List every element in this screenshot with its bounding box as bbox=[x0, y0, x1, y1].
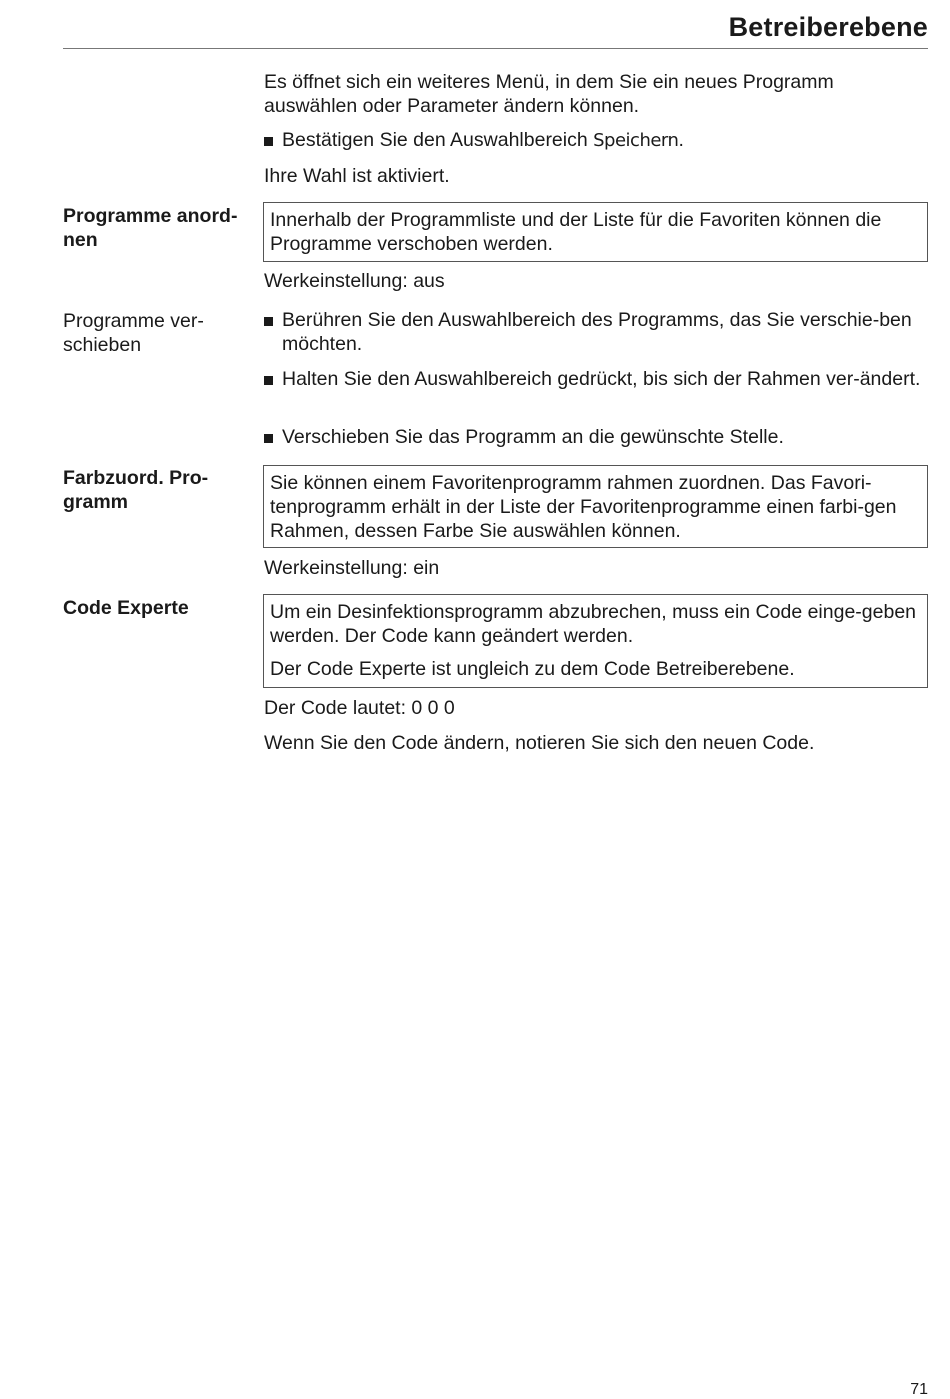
info-box-text: Innerhalb der Programmliste und der Liste für die Favoriten können die Programme verschoben werden. bbox=[270, 209, 882, 255]
step-bullet bbox=[264, 368, 928, 392]
display-term-speichern: Speichern bbox=[593, 130, 679, 151]
step-text: Berühren Sie den Auswahlbereich des Programms, das Sie verschie-ben möchten. bbox=[282, 309, 912, 355]
step-bullet bbox=[264, 426, 928, 450]
page-number: 71 bbox=[910, 1381, 928, 1398]
side-heading-farbzuordnung bbox=[63, 466, 255, 514]
side-heading-programme-anordnen bbox=[63, 204, 255, 252]
code-change-note: Wenn Sie den Code ändern, notieren Sie sich den neuen Code. bbox=[264, 732, 815, 754]
code-value-line: Der Code lautet: 0 0 0 bbox=[264, 697, 455, 719]
info-box-text: Sie können einem Favoritenprogramm rahmen zuordnen. Das Favori-tenprogramm erhält in der Liste der Favoritenprogramme einen farbi-gen Rahmen, dessen Farbe Sie auswählen können. bbox=[270, 472, 897, 542]
side-heading-line: Programme anord- bbox=[63, 205, 238, 227]
intro-result: Ihre Wahl ist aktiviert. bbox=[264, 165, 450, 187]
step-text: Verschieben Sie das Programm an die gewünschte Stelle. bbox=[282, 426, 784, 448]
info-box-farbzuordnung bbox=[263, 465, 928, 548]
side-heading-programme-verschieben bbox=[63, 309, 255, 357]
bullet-square-icon bbox=[264, 317, 273, 326]
bullet-square-icon bbox=[264, 137, 273, 146]
step-bullet bbox=[264, 309, 928, 356]
side-heading-line: nen bbox=[63, 229, 98, 251]
header-divider bbox=[63, 48, 928, 49]
info-box-text: Der Code Experte ist ungleich zu dem Code Betreiberebene. bbox=[270, 658, 795, 680]
step-text: Halten Sie den Auswahlbereich gedrückt, bis sich der Rahmen ver-ändert. bbox=[282, 368, 921, 390]
info-box-programme-anordnen bbox=[263, 202, 928, 262]
intro-bullet-suffix: . bbox=[678, 129, 684, 151]
intro-paragraph: Es öffnet sich ein weiteres Menü, in dem Sie ein neues Programm auswählen oder Parameter ändern können. bbox=[264, 71, 834, 117]
factory-setting-ein: Werkeinstellung: ein bbox=[264, 557, 440, 579]
info-box-code-experte bbox=[263, 594, 928, 688]
factory-setting-aus: Werkeinstellung: aus bbox=[264, 270, 445, 292]
intro-bullet bbox=[264, 129, 928, 153]
info-box-text: Um ein Desinfektionsprogramm abzubrechen, muss ein Code einge-geben werden. Der Code kann geändert werden. bbox=[270, 601, 917, 647]
side-heading-line: schieben bbox=[63, 334, 142, 356]
side-heading-line: gramm bbox=[63, 491, 129, 513]
side-heading-line: Programme ver- bbox=[63, 310, 204, 332]
page-header-title: Betreiberebene bbox=[728, 12, 928, 42]
side-heading-line: Farbzuord. Pro- bbox=[63, 467, 209, 489]
side-heading-code-experte: Code Experte bbox=[63, 597, 189, 619]
bullet-square-icon bbox=[264, 376, 273, 385]
bullet-square-icon bbox=[264, 434, 273, 443]
intro-bullet-text: Bestätigen Sie den Auswahlbereich bbox=[282, 129, 594, 151]
